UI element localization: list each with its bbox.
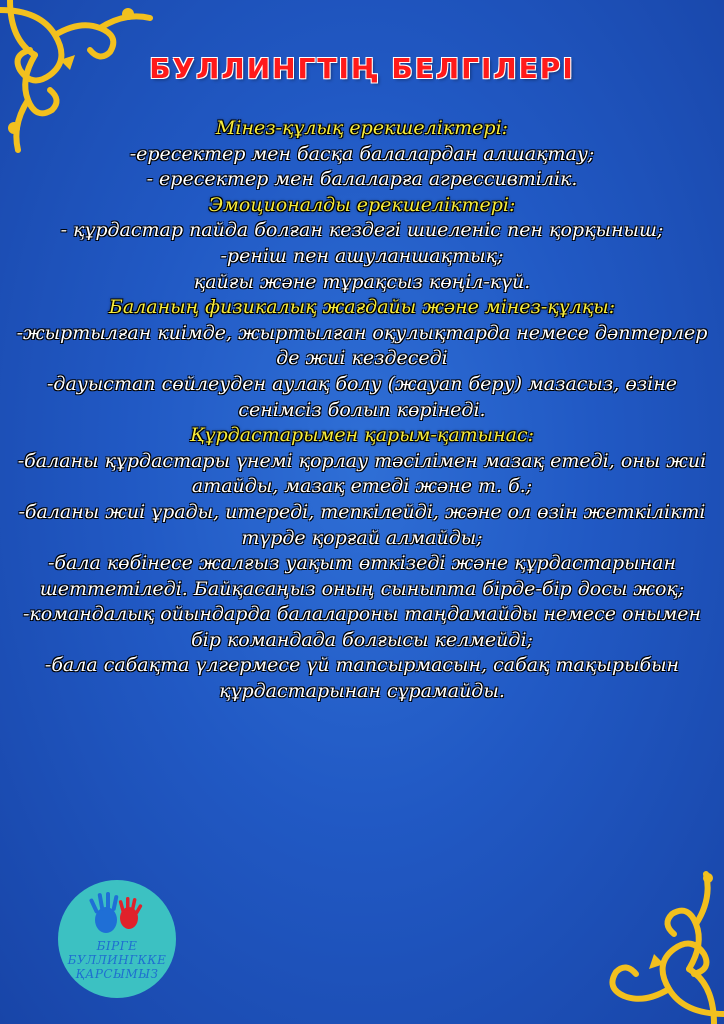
logo-text-line3: ҚАРСЫМЫЗ [75,967,159,981]
body-line: қайғы және тұрақсыз көңіл-күй. [193,270,531,293]
body-line: -бала сабақта үлгермесе үй тапсырмасын, сабақ тақырыбын [44,654,680,677]
body-line: де жиі кездеседі [276,347,448,370]
body-line: -ересектер мен басқа балалардан алшақтау; [129,142,595,165]
body-line: сенімсіз болып көрінеді. [238,398,486,421]
body-line: атайды, мазақ етеді және т. б.; [191,475,533,498]
body-line: шеттетіледі. Байқасаңыз оның сыныпта бірде-бір досы жоқ; [39,577,685,600]
body-line: -баланы жиі ұрады, итереді, тепкілейді, және ол өзін жеткілікті [18,500,706,523]
body-line: - құрдастар пайда болған кездегі шиеленіс пен қорқыныш; [60,219,664,242]
body-line: -дауыстап сөйлеуден аулақ болу (жауап беру) мазасыз, өзіне [47,372,677,395]
logo-text-line1: БІРГЕ [96,939,138,953]
body-line: бір командада болғысы келмейді; [191,628,533,651]
body-line: құрдастарынан сұрамайды. [219,680,505,703]
body-line: - ересектер мен балаларға агрессивтілік. [146,168,578,191]
logo [58,880,176,998]
body-line: -командалық ойындарда балалароны таңдамайды немесе онымен [22,603,702,626]
page-title: БУЛЛИНГТІҢ БЕЛГІЛЕРІ [149,52,575,85]
section-heading: Құрдастарымен қарым-қатынас: [189,424,535,447]
corner-ornament-bottom-right-icon [604,864,724,1024]
section-heading: Мінез-құлық ерекшеліктері: [215,117,509,139]
section-heading: Баланың физикалық жағдайы және мінез-құлқы: [108,296,616,319]
body-line: түрде қорғай алмайды; [241,526,483,549]
content-block [8,116,716,705]
body-line: -реніш пен ашуланшақтық; [220,244,504,267]
logo-text-line2: БУЛЛИНГККЕ [67,953,167,967]
body-line: -баланы құрдастары үнемі қорлау тәсілімен мазақ етеді, оны жиі [17,449,707,472]
section-heading: Эмоционалды ерекшеліктері: [208,193,516,216]
body-line: -жыртылған киімде, жыртылған оқулықтарда немесе дәптерлер [16,321,708,344]
body-line: -бала көбінесе жалғыз уақыт өткізеді және құрдастарынан [48,552,676,575]
